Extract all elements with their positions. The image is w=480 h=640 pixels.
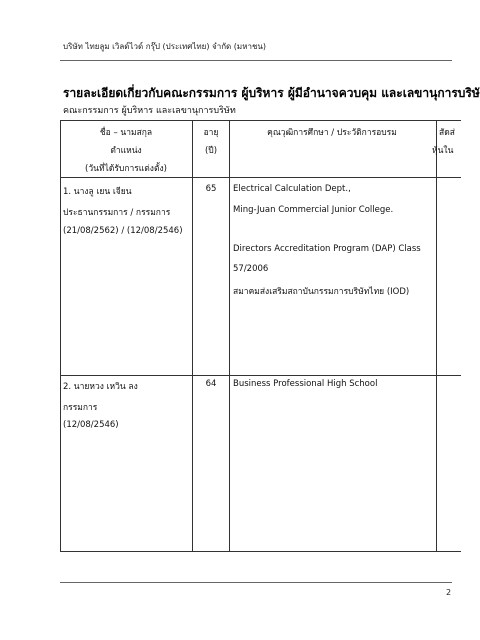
director-appointment-dates: (21/08/2562) / (12/08/2546) [63,226,183,236]
director-position: ประธานกรรมการ / กรรมการ [63,208,171,218]
header-position: ตำแหน่ง [110,146,142,156]
qualification-line: Ming-Juan Commercial Junior College. [233,205,394,215]
director-position: กรรมการ [63,403,98,413]
director-name: 1. นางลู เยน เจียน [63,187,132,197]
column-divider [436,121,437,551]
qualification-line: Business Professional High School [233,379,378,389]
column-divider [192,121,193,551]
qualification-line: Directors Accreditation Program (DAP) Class [233,244,421,254]
director-age: 65 [205,184,217,194]
header-appointment-date: (วันที่ได้รับการแต่งตั้ง) [85,164,167,174]
section-subtitle: คณะกรรมการ ผู้บริหาร และเลขานุการบริษัท [63,106,236,116]
column-divider [229,121,230,551]
page-number: 2 [446,588,452,597]
header-age: อายุ [203,128,219,138]
directors-table [60,120,461,552]
section-title: รายละเอียดเกี่ยวกับคณะกรรมการ ผู้บริหาร ผู้มีอำนาจควบคุม และเลขานุการบริษั [63,86,480,100]
company-header: บริษัท ไทยลูม เวิลด์ไวด์ กรุ๊ป (ประเทศไทย) จำกัด (มหาชน) [63,42,266,51]
director-age: 64 [205,379,217,389]
header-qualification: คุณวุฒิการศึกษา / ประวัติการอบรม [267,128,397,138]
director-name: 2. นายหวง เหวิน ลง [63,382,138,392]
qualification-line: สมาคมส่งเสริมสถาบันกรรมการบริษัทไทย (IOD) [233,287,410,297]
header-row-divider [61,177,461,178]
director-appointment-dates: (12/08/2546) [63,420,119,430]
qualification-line: Electrical Calculation Dept., [233,184,351,194]
header-name: ชื่อ – นามสกุล [99,128,153,138]
header-shareholding-2: หุ้นใน [432,146,454,156]
header-shareholding: สัดส่ [439,128,455,138]
header-age-unit: (ปี) [204,146,218,156]
qualification-line: 57/2006 [233,264,269,274]
header-divider [60,60,452,61]
footer-divider [60,582,452,583]
row-divider [61,375,461,376]
